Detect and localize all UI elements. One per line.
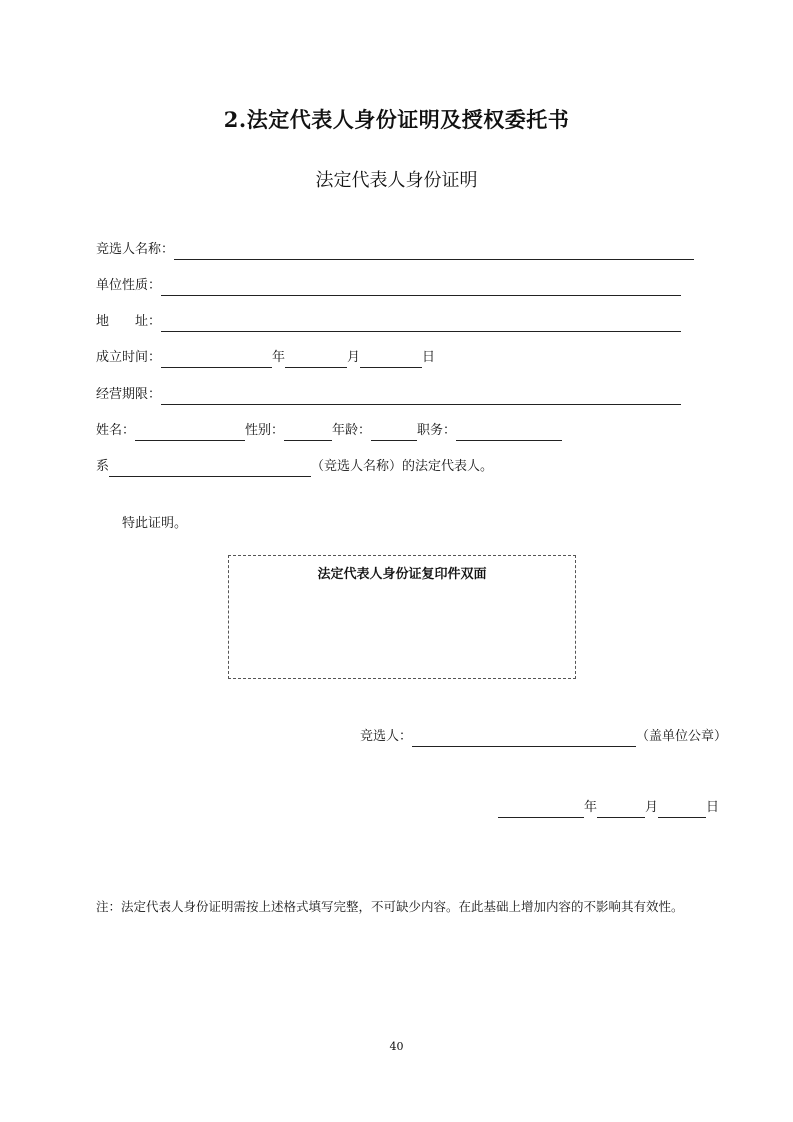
age-label: 年龄： — [332, 423, 372, 438]
business-term-row — [96, 385, 681, 405]
established-day-blank[interactable] — [360, 351, 422, 368]
bidder-signature-label: 竞选人： — [360, 729, 413, 744]
certify-text: 特此证明。 — [122, 516, 188, 531]
section-subtitle: 法定代表人身份证明 — [315, 170, 478, 191]
signature-row — [360, 727, 727, 747]
month-label: 月 — [347, 350, 361, 365]
year-label: 年 — [272, 350, 286, 365]
name-label: 姓名： — [96, 423, 136, 438]
id-copy-label: 法定代表人身份证复印件双面 — [317, 567, 487, 582]
unit-nature-label: 单位性质： — [96, 278, 162, 293]
unit-nature-blank[interactable] — [161, 279, 681, 296]
sign-year-label: 年 — [584, 800, 598, 815]
bidder-name-row — [96, 240, 694, 260]
sign-day-blank[interactable] — [658, 801, 706, 818]
seal-note: （盖单位公章） — [636, 729, 728, 744]
established-label: 成立时间： — [96, 350, 162, 365]
position-label: 职务： — [417, 423, 457, 438]
sign-date-row — [498, 798, 719, 818]
bidder-name-label: 竞选人名称： — [96, 242, 175, 257]
established-year-blank[interactable] — [161, 351, 272, 368]
relation-blank[interactable] — [109, 460, 311, 477]
established-row — [96, 348, 435, 368]
name-blank[interactable] — [135, 424, 245, 441]
document-title: 2.法定代表人身份证明及授权委托书 — [223, 107, 570, 132]
gender-label: 性别： — [245, 423, 285, 438]
sign-year-blank[interactable] — [498, 801, 584, 818]
address-label: 地 址： — [96, 314, 162, 329]
footnote: 注：法定代表人身份证明需按上述格式填写完整，不可缺少内容。在此基础上增加内容的不影响其有效性。 — [96, 899, 684, 914]
person-info-row — [96, 421, 562, 441]
business-term-label: 经营期限： — [96, 387, 162, 402]
relation-suffix: （竞选人名称）的法定代表人。 — [311, 459, 494, 474]
bidder-name-blank[interactable] — [174, 243, 694, 260]
address-row — [96, 312, 681, 332]
sign-day-label: 日 — [706, 800, 720, 815]
sign-month-blank[interactable] — [597, 801, 645, 818]
gender-blank[interactable] — [284, 424, 332, 441]
sign-month-label: 月 — [645, 800, 659, 815]
relation-prefix: 系 — [96, 459, 110, 474]
address-blank[interactable] — [161, 315, 681, 332]
unit-nature-row — [96, 276, 681, 296]
business-term-blank[interactable] — [161, 388, 681, 405]
page-number: 40 — [389, 1040, 404, 1053]
age-blank[interactable] — [371, 424, 417, 441]
relation-row — [96, 457, 493, 477]
day-label: 日 — [422, 350, 436, 365]
position-blank[interactable] — [456, 424, 562, 441]
bidder-signature-blank[interactable] — [412, 730, 636, 747]
established-month-blank[interactable] — [285, 351, 347, 368]
